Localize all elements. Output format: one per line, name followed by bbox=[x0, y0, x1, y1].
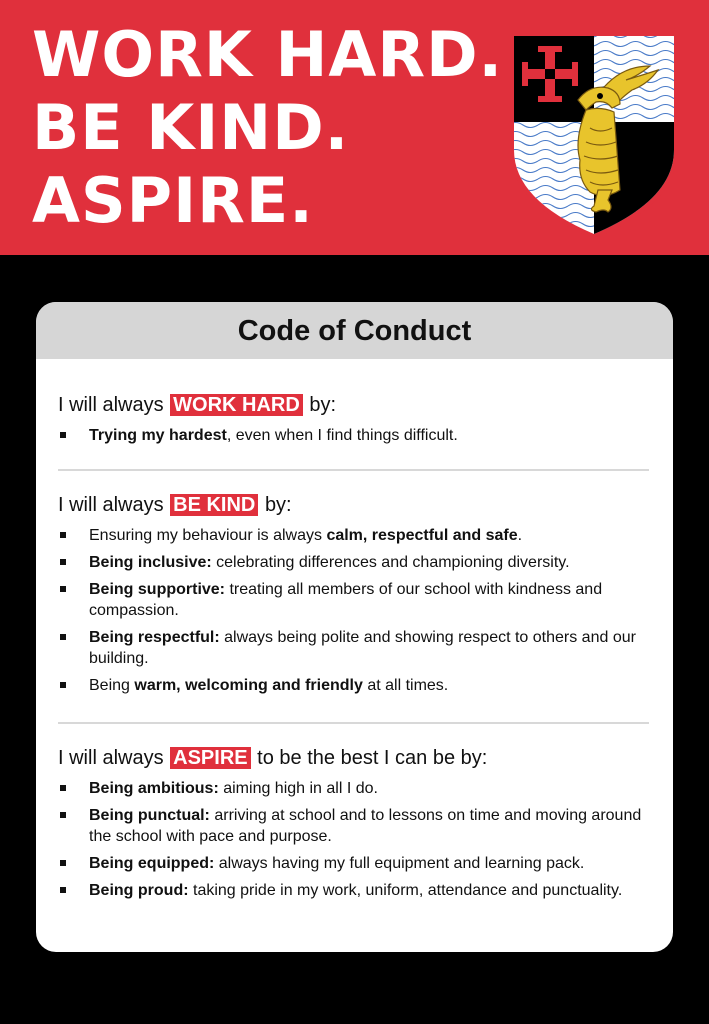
bullet-icon bbox=[60, 532, 66, 538]
lead-prefix: I will always bbox=[58, 494, 164, 516]
item-bold: calm, respectful and safe bbox=[326, 527, 518, 544]
list-item bbox=[58, 853, 658, 874]
section-lead bbox=[58, 394, 658, 417]
item-bold: Being ambitious: bbox=[89, 780, 219, 797]
bullet-list bbox=[58, 425, 658, 446]
item-text: arriving at school and to lessons on time and moving around the school with pace and purpose. bbox=[89, 807, 642, 845]
item-bold: Being inclusive: bbox=[89, 554, 212, 571]
bullet-icon bbox=[60, 812, 66, 818]
list-item bbox=[58, 579, 658, 621]
item-text: aiming high in all I do. bbox=[218, 780, 378, 797]
divider bbox=[58, 722, 649, 724]
bullet-icon bbox=[60, 887, 66, 893]
item-bold: Being punctual: bbox=[89, 807, 210, 824]
list-item bbox=[58, 778, 658, 799]
section-work-hard bbox=[58, 394, 658, 452]
lead-suffix: to be the best I can be by: bbox=[257, 747, 488, 769]
bullet-icon bbox=[60, 682, 66, 688]
item-text: taking pride in my work, uniform, attendance and punctuality. bbox=[188, 882, 623, 899]
list-item bbox=[58, 525, 658, 546]
item-bold: warm, welcoming and friendly bbox=[134, 677, 363, 694]
section-lead bbox=[58, 747, 658, 770]
item-text: treating all members of our school with kindness and compassion. bbox=[89, 581, 603, 619]
header-banner bbox=[0, 0, 709, 255]
bullet-list bbox=[58, 778, 658, 901]
lead-prefix: I will always bbox=[58, 747, 164, 769]
item-text: Being bbox=[89, 677, 135, 694]
bullet-icon bbox=[60, 785, 66, 791]
item-text: Ensuring my behaviour is always bbox=[89, 527, 327, 544]
item-text: celebrating differences and championing diversity. bbox=[211, 554, 570, 571]
bullet-list bbox=[58, 525, 658, 696]
item-bold: Being supportive: bbox=[89, 581, 226, 598]
bullet-icon bbox=[60, 432, 66, 438]
bullet-icon bbox=[60, 559, 66, 565]
motto-line-2: BE KIND. bbox=[32, 91, 350, 164]
divider bbox=[58, 469, 649, 471]
item-bold: Being equipped: bbox=[89, 855, 215, 872]
motto-line-3: ASPIRE. bbox=[32, 164, 314, 237]
lead-prefix: I will always bbox=[58, 394, 164, 416]
item-bold: Being proud: bbox=[89, 882, 189, 899]
item-text: at all times. bbox=[362, 677, 449, 694]
school-motto bbox=[32, 18, 503, 237]
section-be-kind bbox=[58, 494, 658, 702]
highlight-aspire: ASPIRE bbox=[170, 747, 250, 769]
list-item bbox=[58, 805, 658, 847]
list-item bbox=[58, 627, 658, 669]
item-bold: Trying my hardest bbox=[89, 427, 227, 444]
item-text: , even when I find things difficult. bbox=[226, 427, 458, 444]
highlight-be-kind: BE KIND bbox=[170, 494, 258, 516]
list-item bbox=[58, 675, 658, 696]
item-bold: Being respectful: bbox=[89, 629, 220, 646]
item-text: always being polite and showing respect to others and our building. bbox=[89, 629, 636, 667]
motto-line-1: WORK HARD. bbox=[32, 18, 504, 91]
school-crest-icon bbox=[508, 30, 680, 240]
item-text: . bbox=[517, 527, 523, 544]
section-lead bbox=[58, 494, 658, 517]
bullet-icon bbox=[60, 634, 66, 640]
code-of-conduct-card bbox=[36, 302, 673, 952]
item-text: always having my full equipment and learning pack. bbox=[214, 855, 585, 872]
list-item bbox=[58, 552, 658, 573]
highlight-work-hard: WORK HARD bbox=[170, 394, 303, 416]
lead-suffix: by: bbox=[309, 394, 337, 416]
bullet-icon bbox=[60, 586, 66, 592]
list-item bbox=[58, 880, 658, 901]
section-aspire bbox=[58, 747, 658, 907]
lead-suffix: by: bbox=[264, 494, 292, 516]
bullet-icon bbox=[60, 860, 66, 866]
card-title: Code of Conduct bbox=[36, 302, 673, 359]
list-item bbox=[58, 425, 658, 446]
